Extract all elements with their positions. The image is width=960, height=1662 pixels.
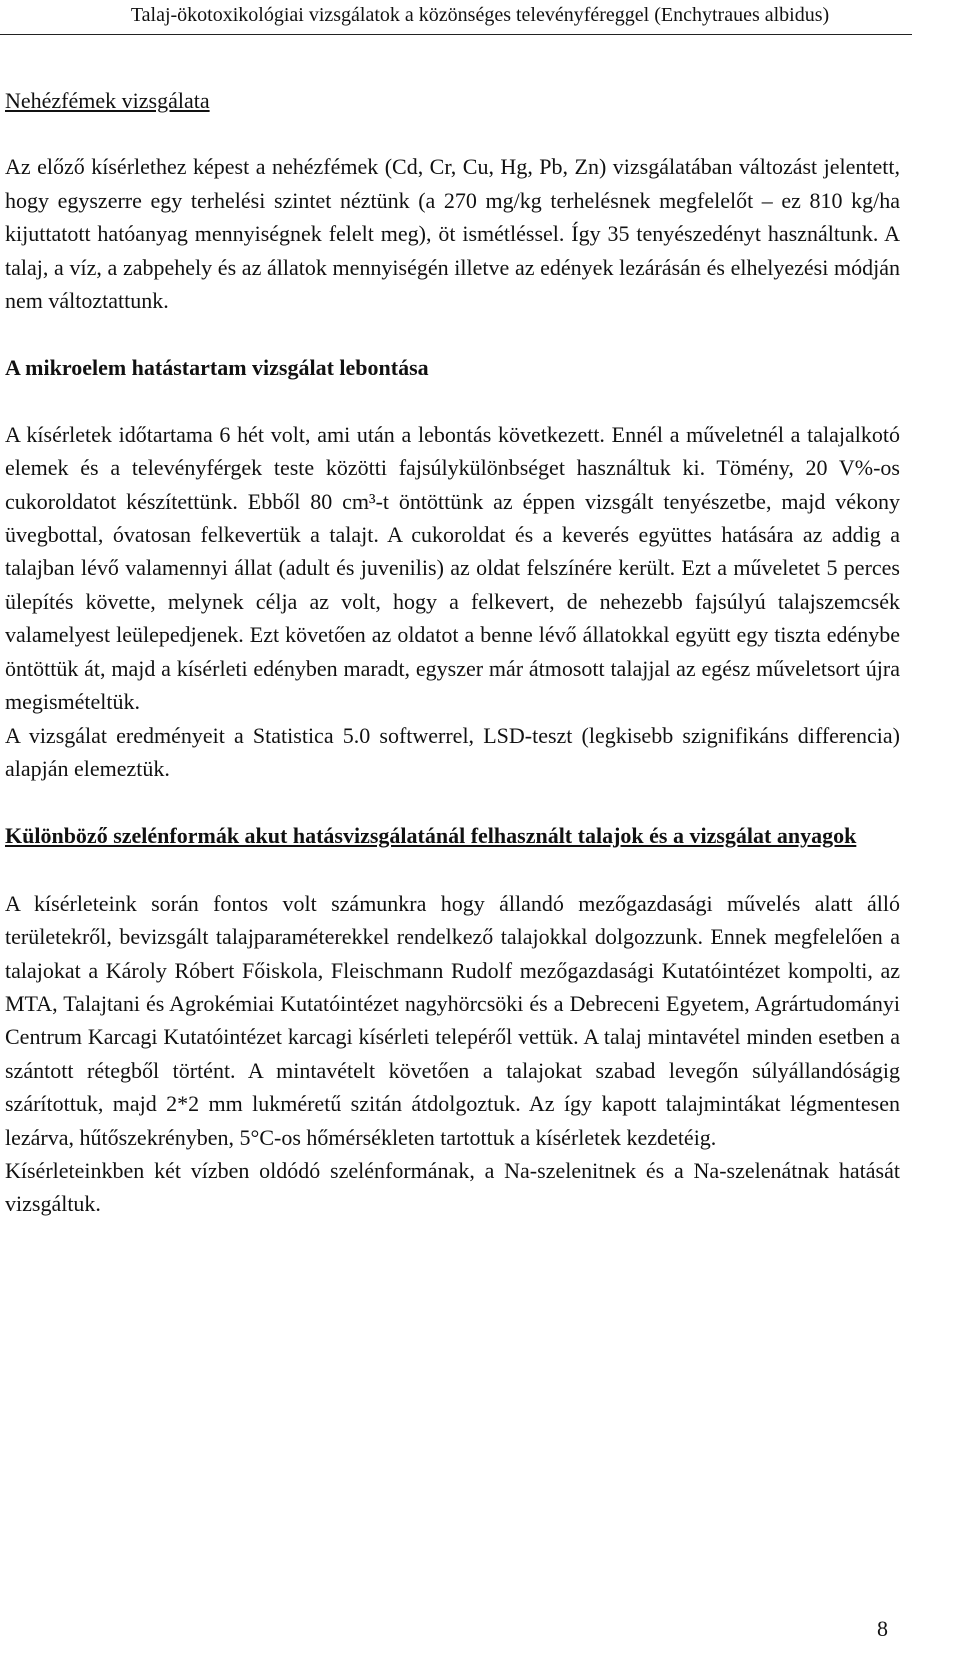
section-heading: A mikroelem hatástartam vizsgálat lebontása [5, 355, 429, 381]
paragraph: A kísérleteink során fontos volt számunkra hogy állandó mezőgazdasági művelés alatt álló területekről, bevizsgált talajparaméterekkel rendelkező talajokkal dolgozzunk. Ennek megfelelően a talajokat a Károly Róbert Főiskola, Fleischmann Rudolf mezőgazdasági Kutatóintézet kompolti, az MTA, Talajtani és Agrokémiai Kutatóintézet nagyhörcsöki és a Debreceni Egyetem, Agrártudományi Centrum Karcagi Kutatóintézet karcagi kísérleti telepéről vettük. A talaj mintavétel minden esetben a szántott rétegből történt. A mintavételt követően a talajokat szabad levegőn súlyállandóságig szárítottuk, majd 2*2 mm lukméretű szitán átdolgoztuk. Az így kapott talajmintákat légmentesen lezárva, hűtőszekrényben, 5°C-os hőmérsékleten tartottuk a kísérletek kezdetéig. [5, 890, 900, 1150]
paragraph: Kísérleteinkben két vízben oldódó szelénformának, a Na-szelenitnek és a Na-szelenátnak hatását vizsgáltuk. [5, 1157, 900, 1217]
section-selenium-soils [5, 819, 900, 1220]
section-heavy-metals [5, 84, 900, 317]
document-body [5, 84, 900, 1221]
paragraph: A vizsgálat eredményeit a Statistica 5.0 softwerrel, LSD-teszt (legkisebb szignifikáns differencia) alapján elemeztük. [5, 722, 900, 781]
paragraph: Az előző kísérlethez képest a nehézfémek (Cd, Cr, Cu, Hg, Pb, Zn) vizsgálatában változást jelentett, hogy egyszerre egy terhelési szintet néztünk (a 270 mg/kg terhelésnek megfelelőt – ez 810 kg/ha kijuttatott hatóanyag mennyiségnek felelt meg), öt ismétléssel. Így 35 tenyészedényt használtunk. A talaj, a víz, a zabpehely és az állatok mennyiségén illetve az edények lezárásán és elhelyezési módján nem változtattunk. [5, 154, 900, 314]
section-heading: Nehézfémek vizsgálata [5, 88, 210, 113]
page-number: 8 [877, 1616, 888, 1641]
running-header: Talaj-ökotoxikológiai vizsgálatok a közönséges televényféreggel (Enchytraues albidus) [130, 4, 830, 26]
paragraph: A kísérletek időtartama 6 hét volt, ami után a lebontás következett. Ennél a műveletnél a talajalkotó elemek és a televényférgek teste közötti fajsúlykülönbséget használtuk ki. Tömény, 20 V%-os cukoroldatot készítettünk. Ebből 80 cm³-t öntöttünk az éppen vizsgált tenyészetbe, majd vékony üvegbottal, óvatosan felkevertük a talajt. A cukoroldat és a keverés együttes hatására az addig a talajban lévő valamennyi állat (adult és juvenilis) az oldat felszínére került. Ezt a műveletet 5 perces ülepítés követte, melynek célja az volt, hogy a felkevert, de nehezebb fajsúlyú talajszemcsék valamelyest leülepedjenek. Ezt követően az oldatot a benne lévő állatokkal együtt egy tiszta edénybe öntöttük át, majd a kísérleti edényben maradt, egyszer már átmosott talajjal az egész műveletsort újra megismételtük. [5, 421, 900, 715]
section-decomposition [5, 351, 900, 785]
section-heading: Különböző szelénformák akut hatásvizsgálatánál felhasznált talajok és a vizsgálat anyagok [5, 823, 857, 849]
header-rule [0, 34, 912, 35]
